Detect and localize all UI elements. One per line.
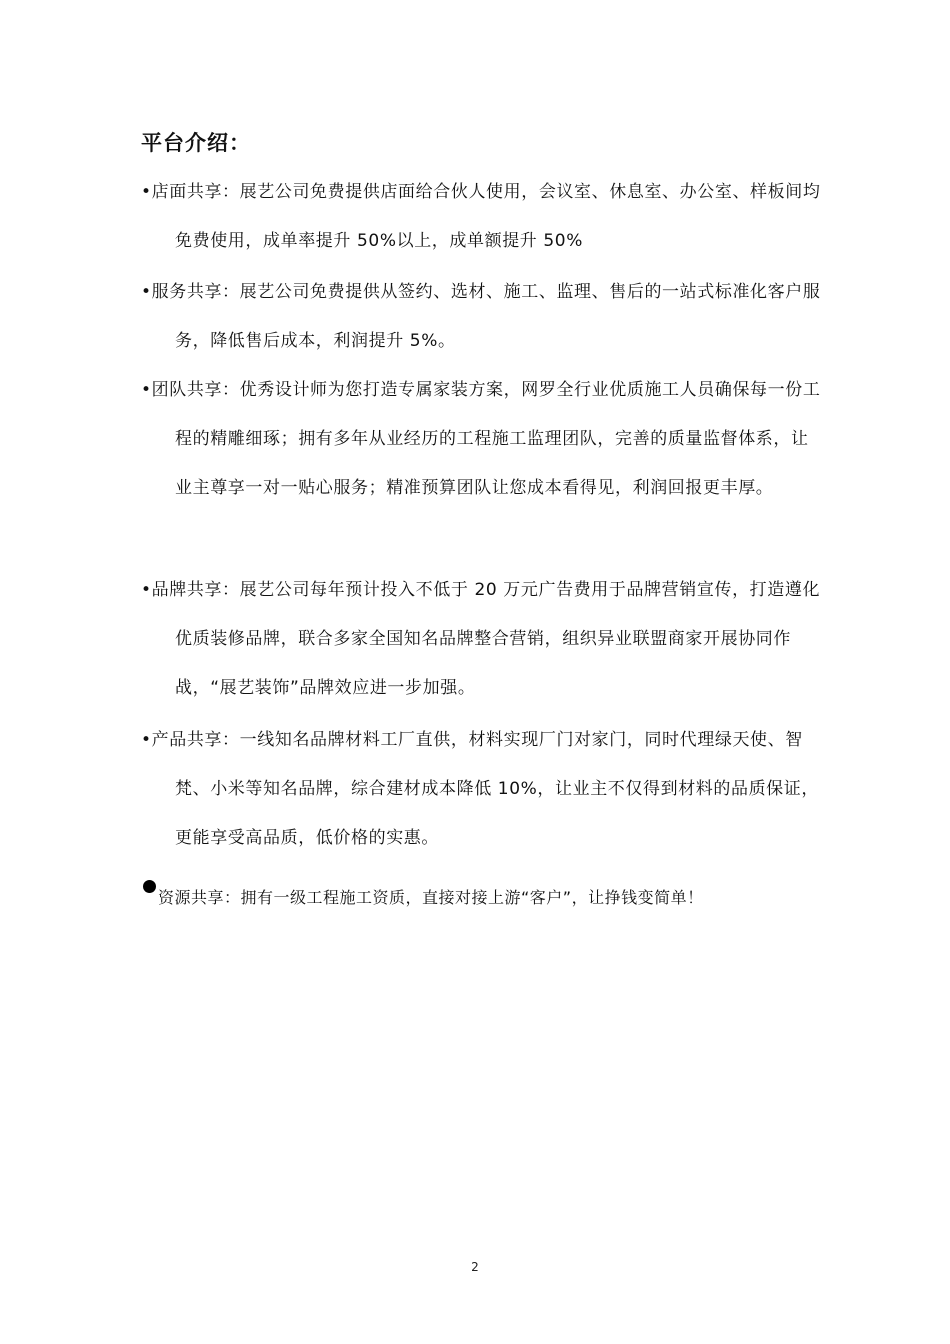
list-item-brand-sharing <box>141 566 821 713</box>
bullet-icon: • <box>141 182 152 202</box>
list-item-text: 产品共享：一线知名品牌材料工厂直供，材料实现厂门对家门，同时代理绿天使、智梵、小米等知名品牌，综合建材成本降低 10%，让业主不仅得到材料的品质保证，更能享受高品质，低价格的实惠。 <box>151 730 819 848</box>
list-item-text: 服务共享：展艺公司免费提供从签约、选材、施工、监理、售后的一站式标准化客户服务，降低售后成本，利润提升 5%。 <box>151 282 821 351</box>
bullet-icon: • <box>141 580 152 600</box>
page-number: 2 <box>471 1260 479 1274</box>
list-item-text: 团队共享：优秀设计师为您打造专属家装方案，网罗全行业优质施工人员确保每一份工程的精雕细琢；拥有多年从业经历的工程施工监理团队，完善的质量监督体系，让业主尊享一对一贴心服务；精准预算团队让您成本看得见，利润回报更丰厚。 <box>151 380 821 498</box>
list-item-store-sharing <box>141 168 821 266</box>
list-item-product-sharing <box>141 716 821 863</box>
list-item-resource-sharing <box>143 878 704 918</box>
bullet-icon: • <box>141 730 152 750</box>
bullet-dot-icon <box>143 880 156 893</box>
list-item-service-sharing <box>141 268 821 366</box>
list-item-text: 店面共享：展艺公司免费提供店面给合伙人使用，会议室、休息室、办公室、样板间均免费使用，成单率提升 50%以上，成单额提升 50% <box>151 182 821 251</box>
list-item-team-sharing <box>141 366 821 513</box>
list-item-text: 资源共享：拥有一级工程施工资质，直接对接上游“客户”，让挣钱变简单！ <box>158 888 704 907</box>
page-heading: 平台介绍： <box>141 131 251 155</box>
list-item-text: 品牌共享：展艺公司每年预计投入不低于 20 万元广告费用于品牌营销宣传，打造遵化优质装修品牌，联合多家全国知名品牌整合营销，组织异业联盟商家开展协同作战，“展艺装饰”品牌效应进一步加强。 <box>151 580 821 698</box>
bullet-icon: • <box>141 282 152 302</box>
bullet-icon: • <box>141 380 152 400</box>
